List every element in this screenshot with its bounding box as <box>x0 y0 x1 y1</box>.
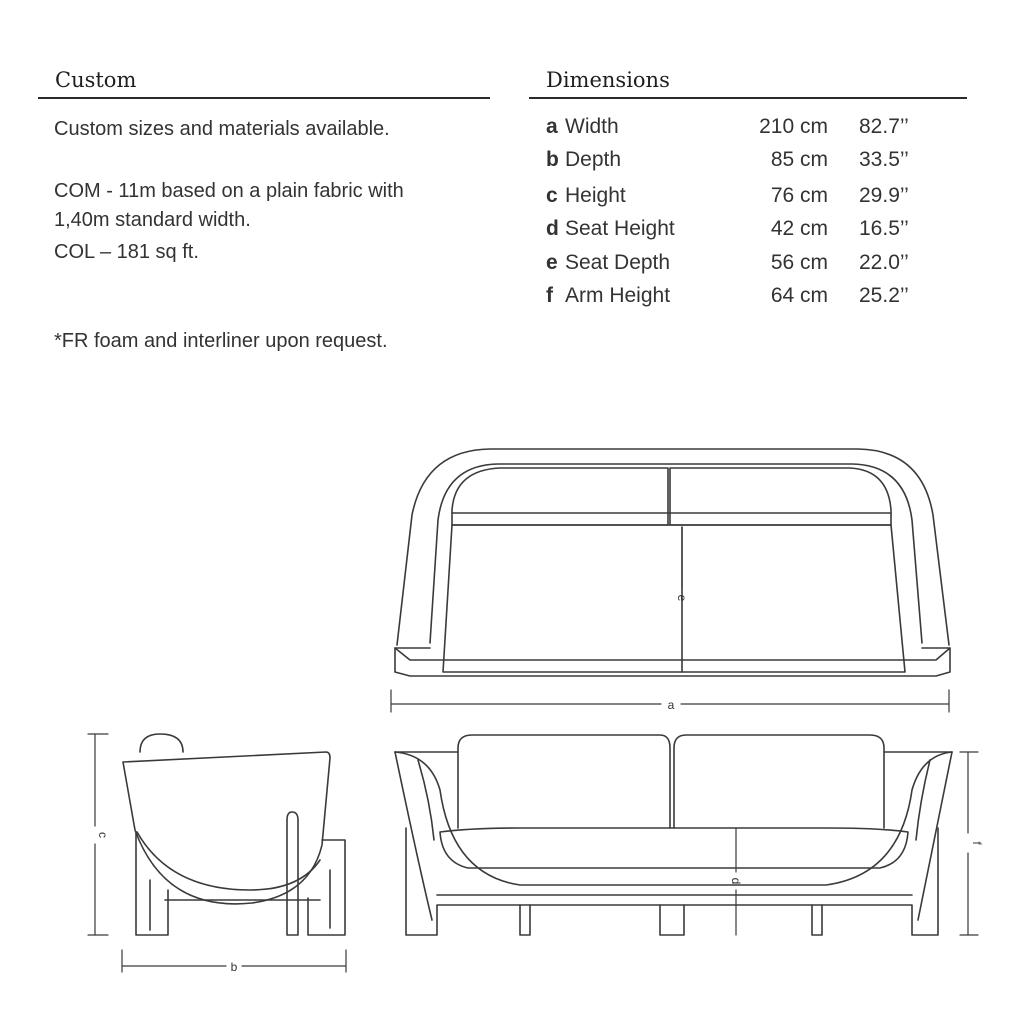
dimension-inch: 33.5’’ <box>859 148 909 171</box>
dimension-label: Depth <box>565 148 622 171</box>
dimension-letter: e <box>546 251 558 274</box>
dimension-label: Height <box>565 184 626 207</box>
dimension-label-c: c <box>96 832 110 838</box>
dimension-letter: f <box>546 284 553 307</box>
dimension-cm: 85 cm <box>770 148 828 171</box>
sofa-side-view <box>123 734 345 935</box>
dimension-label: Arm Height <box>565 284 671 307</box>
dimension-inch: 22.0’’ <box>859 251 909 274</box>
dimension-label: Seat Depth <box>565 251 671 274</box>
dimension-label-e: e <box>675 594 689 602</box>
dimension-inch: 82.7’’ <box>859 115 909 138</box>
dimension-cm: 42 cm <box>770 217 828 240</box>
com-line-2: 1,40m standard width. <box>54 209 251 231</box>
dimension-label-f: f <box>970 841 984 845</box>
col-line: COL – 181 sq ft. <box>54 241 199 263</box>
dimension-cm: 210 cm <box>759 115 828 138</box>
dimension-label-a: a <box>667 698 675 712</box>
custom-title: Custom <box>55 68 137 92</box>
dimension-label-d: d <box>729 877 743 885</box>
dimension-inch: 25.2’’ <box>859 284 909 307</box>
dimensions-title: Dimensions <box>546 68 670 92</box>
custom-sizes-note: Custom sizes and materials available. <box>54 118 390 140</box>
fr-note: *FR foam and interliner upon request. <box>54 330 388 352</box>
com-line-1: COM - 11m based on a plain fabric with <box>54 180 404 202</box>
dimension-inch: 16.5’’ <box>859 217 909 240</box>
sofa-top-view <box>395 449 950 676</box>
dimension-cm: 76 cm <box>770 184 828 207</box>
dimension-label: Seat Height <box>565 217 675 240</box>
dimension-inch: 29.9’’ <box>859 184 909 207</box>
dimension-cm: 56 cm <box>770 251 828 274</box>
dimension-letter: c <box>546 184 558 207</box>
dimension-cm: 64 cm <box>770 284 828 307</box>
dimension-letter: a <box>546 115 558 138</box>
dimension-letter: d <box>546 217 559 240</box>
dimension-label-b: b <box>230 960 238 974</box>
sofa-front-view <box>395 735 952 935</box>
dimension-label: Width <box>565 115 619 138</box>
dimension-letter: b <box>546 148 559 171</box>
